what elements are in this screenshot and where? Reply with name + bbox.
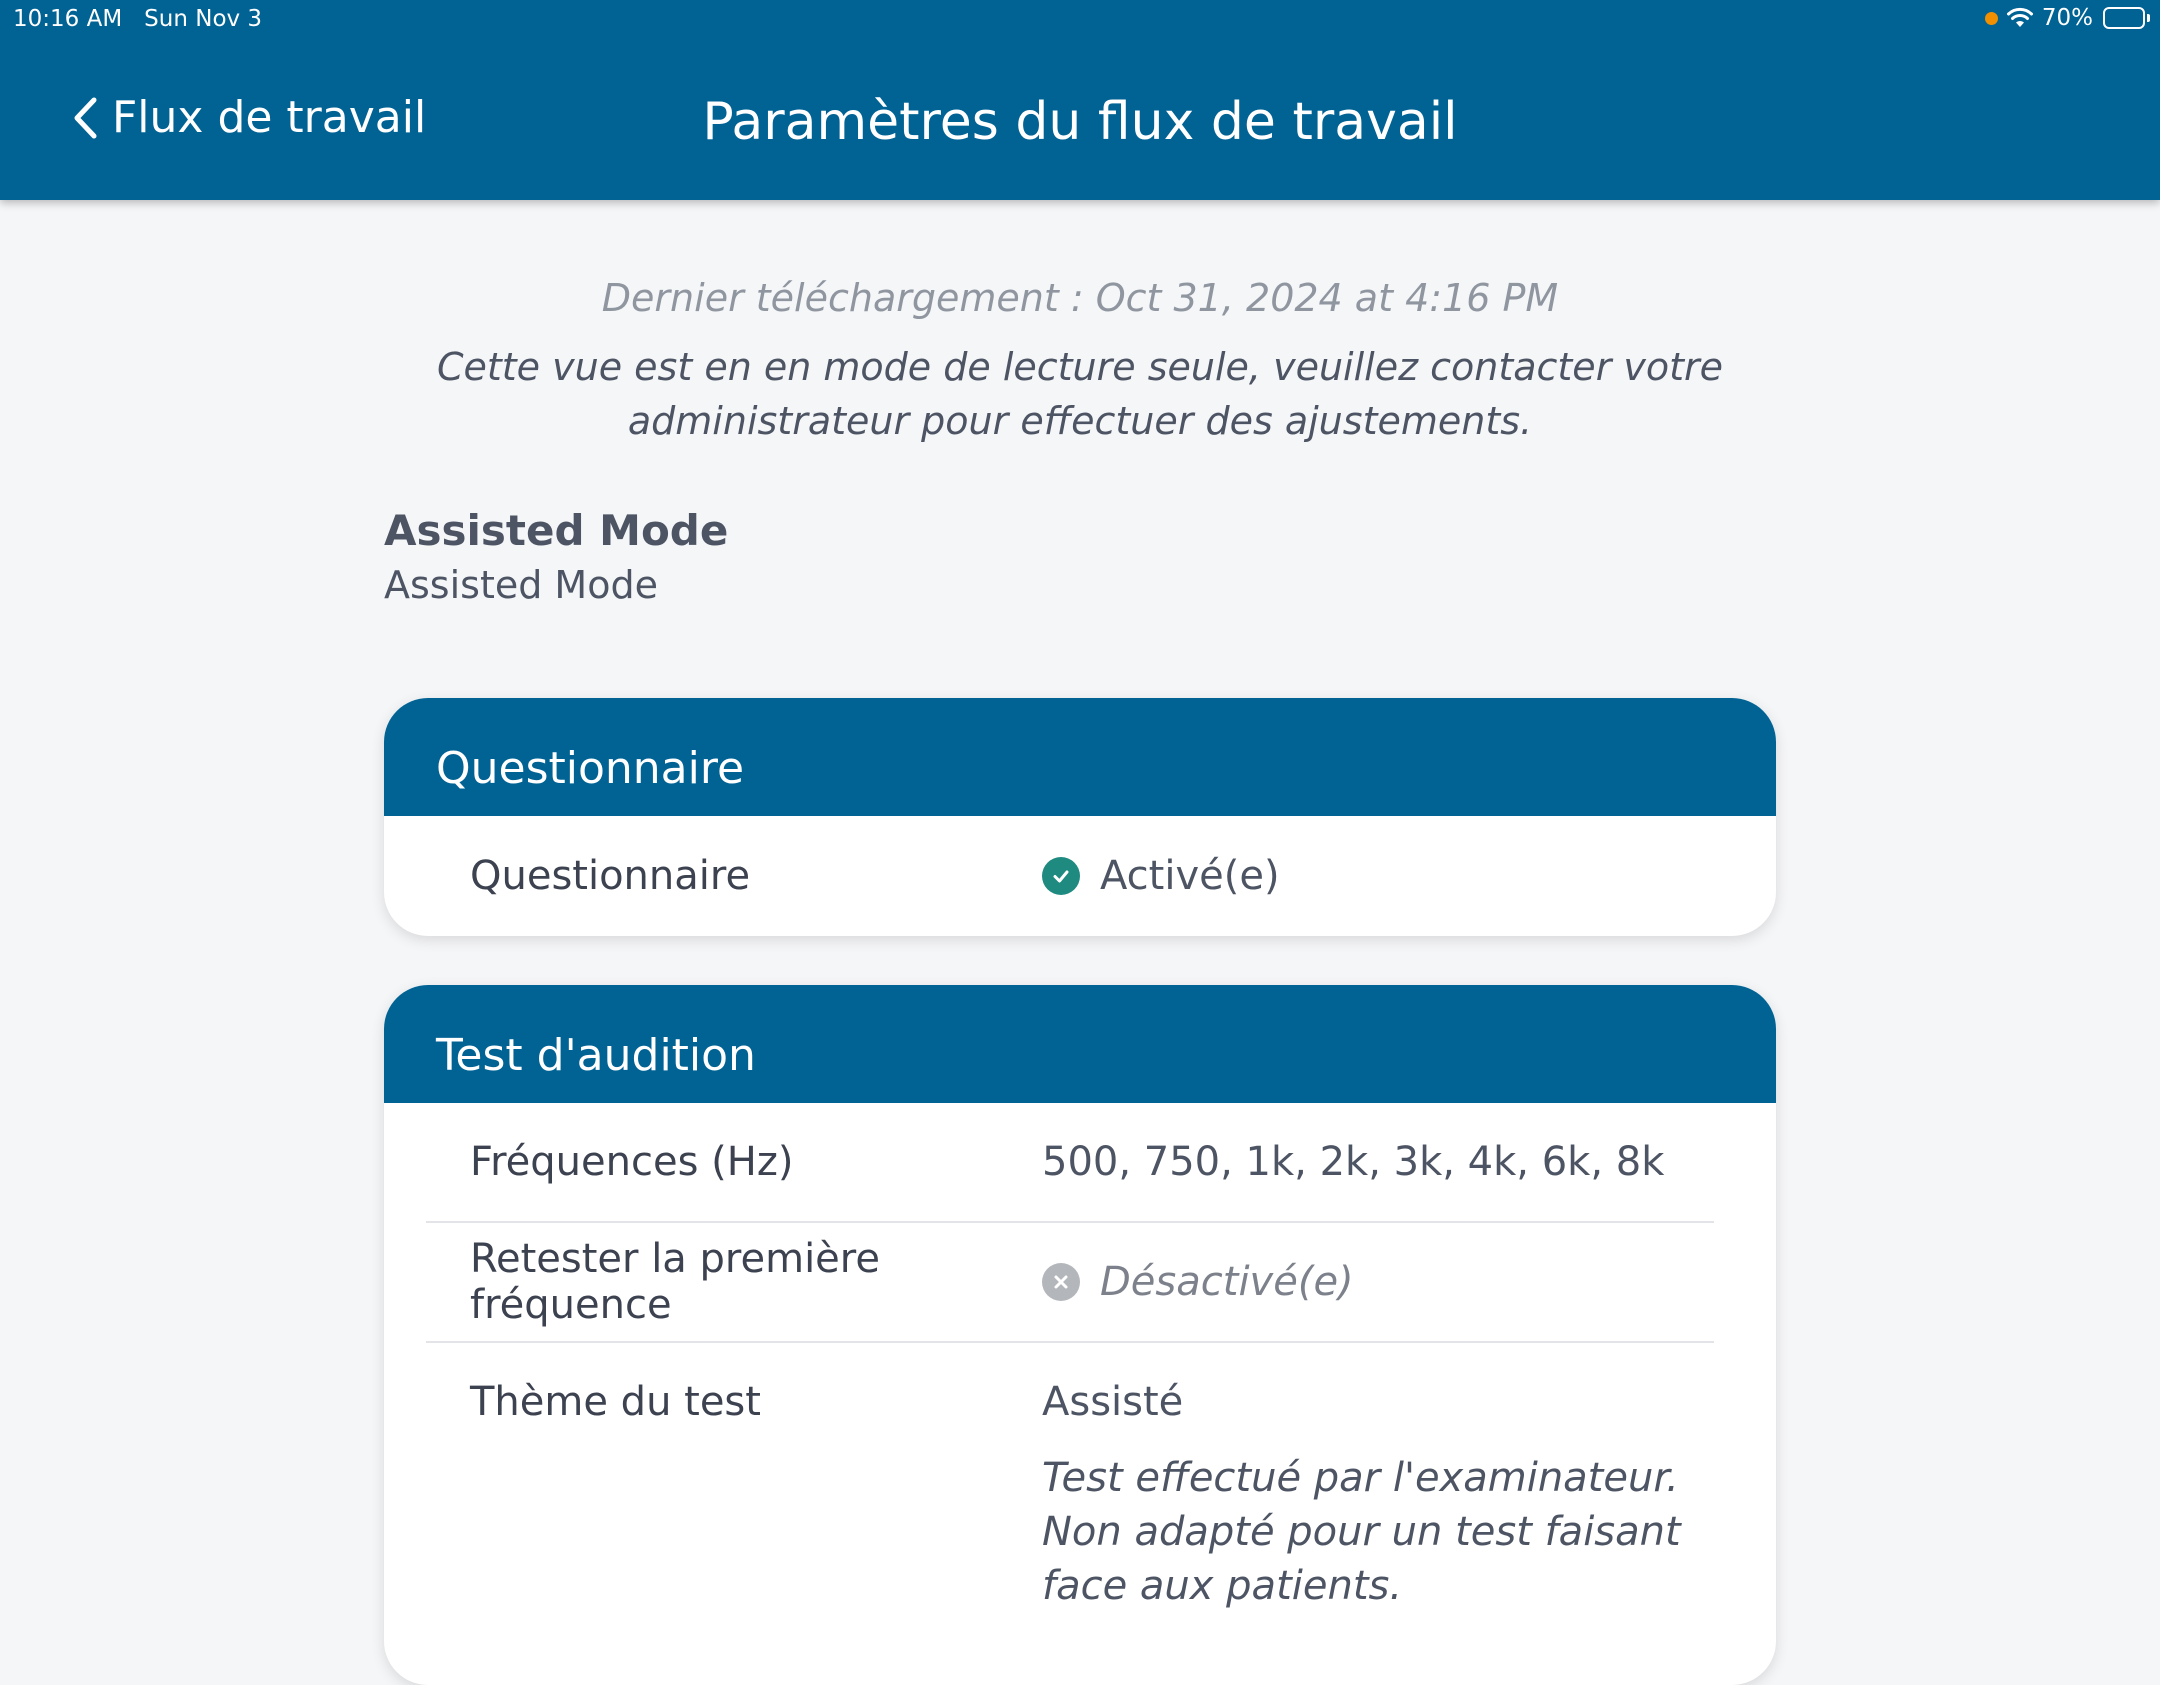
setting-value	[1042, 853, 1714, 899]
status-bar-right	[1985, 5, 2150, 31]
recording-indicator-icon	[1985, 12, 1998, 25]
x-circle-icon	[1042, 1263, 1080, 1301]
card-header	[384, 698, 1776, 816]
setting-value	[1042, 1259, 1714, 1305]
check-circle-icon	[1042, 857, 1080, 895]
test-theme-description	[1042, 1451, 1714, 1613]
readonly-notice	[384, 340, 1776, 448]
setting-label: Questionnaire	[470, 853, 751, 899]
setting-label: Thème du test	[470, 1379, 761, 1425]
status-date: Sun Nov 3	[144, 6, 263, 32]
mode-title: Assisted Mode	[384, 506, 729, 555]
setting-row-frequencies	[426, 1103, 1714, 1223]
setting-label: Fréquences (Hz)	[470, 1139, 794, 1185]
description-line: face aux patients.	[1042, 1563, 1403, 1609]
wifi-icon	[2006, 7, 2034, 29]
mode-subtitle: Assisted Mode	[384, 563, 658, 607]
setting-row-retest	[426, 1223, 1714, 1343]
status-enabled-text: Activé(e)	[1100, 853, 1280, 899]
battery-percentage: 70%	[2041, 5, 2093, 31]
readonly-notice-line: administrateur pour effectuer des ajustements.	[627, 399, 1533, 443]
setting-label: Retester la première fréquence	[470, 1236, 880, 1328]
readonly-notice-line: Cette vue est en en mode de lecture seule, veuillez contacter votre	[436, 345, 1724, 389]
description-line: Non adapté pour un test faisant	[1042, 1509, 1681, 1555]
status-bar-left	[13, 6, 262, 32]
setting-row	[426, 816, 1714, 936]
test-theme-value: Assisté	[1042, 1379, 1184, 1425]
navigation-bar	[0, 0, 2160, 200]
back-button-label: Flux de travail	[112, 92, 427, 143]
status-disabled-text: Désactivé(e)	[1100, 1259, 1354, 1305]
card-title: Test d'audition	[436, 1030, 756, 1081]
card-title: Questionnaire	[436, 743, 745, 794]
description-line: Test effectué par l'examinateur.	[1042, 1455, 1679, 1501]
setting-row-test-theme	[426, 1343, 1714, 1653]
battery-icon	[2103, 7, 2150, 29]
setting-value	[1042, 1139, 1714, 1185]
setting-value	[1042, 1379, 1714, 1613]
questionnaire-card	[384, 698, 1776, 936]
last-download-text: Dernier téléchargement : Oct 31, 2024 at 4:16 PM	[601, 276, 1559, 320]
status-time: 10:16 AM	[13, 6, 123, 32]
page-title: Paramètres du flux de travail	[702, 92, 1458, 152]
frequencies-value: 500, 750, 1k, 2k, 3k, 4k, 6k, 8k	[1042, 1139, 1665, 1185]
hearing-test-card	[384, 985, 1776, 1685]
card-header	[384, 985, 1776, 1103]
workflow-info	[384, 270, 1776, 607]
